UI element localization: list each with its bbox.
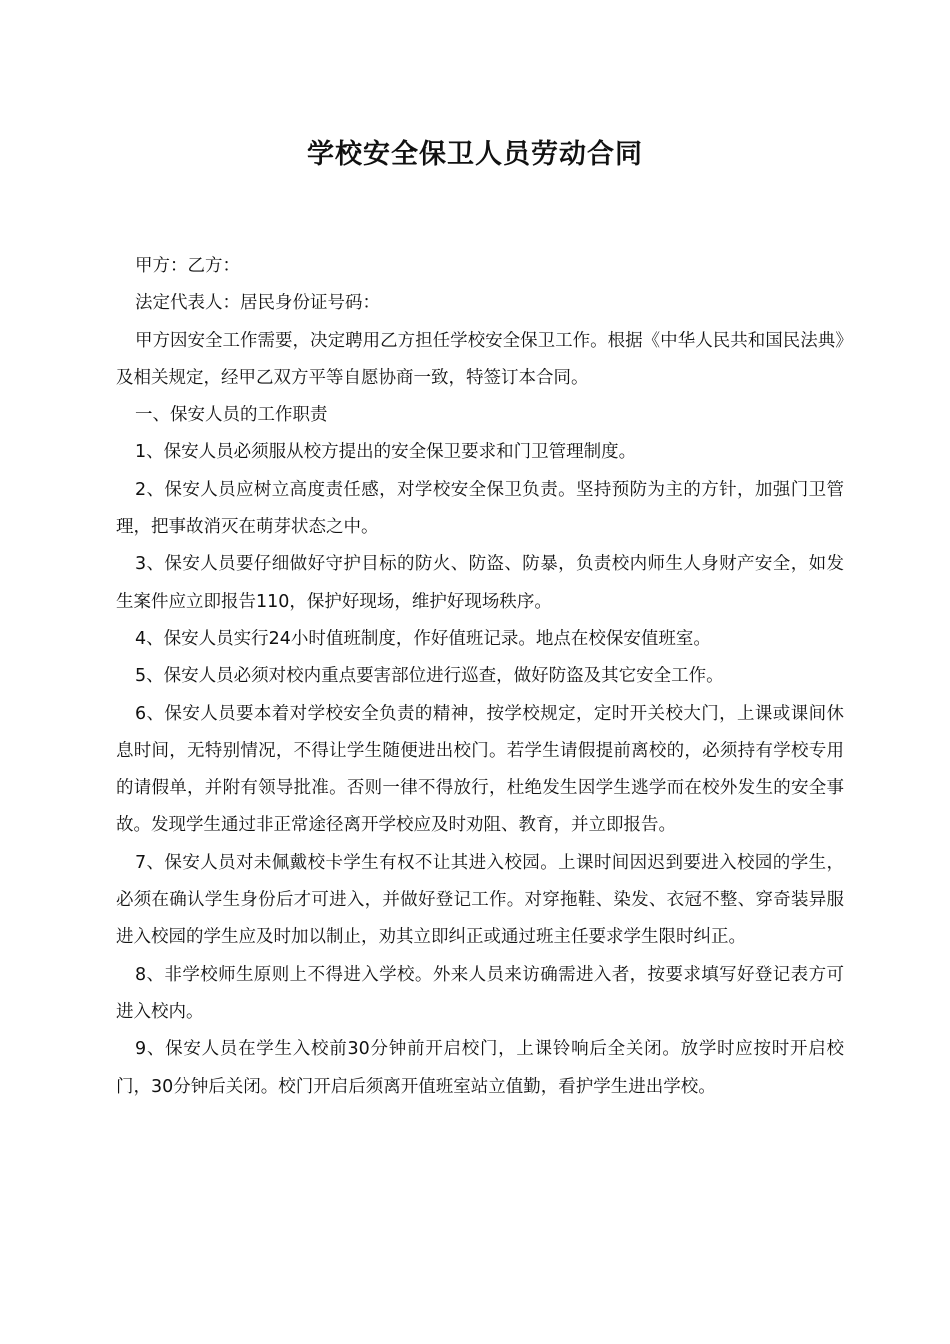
- clause-9: 9、保安人员在学生入校前30分钟前开启校门，上课铃响后全关闭。放学时应按时开启校门，30分钟后关闭。校门开启后须离开值班室站立值勤，看护学生进出学校。: [116, 1039, 844, 1097]
- clause-7: 7、保安人员对未佩戴校卡学生有权不让其进入校园。上课时间因迟到要进入校园的学生，必须在确认学生身份后才可进入，并做好登记工作。对穿拖鞋、染发、衣冠不整、穿奇装异服进入校园的学生应及时加以制止，劝其立即纠正或通过班主任要求学生限时纠正。: [116, 852, 844, 948]
- document-title: 学校安全保卫人员劳动合同: [307, 139, 643, 170]
- section-heading-duties: 一、保安人员的工作职责: [135, 405, 328, 426]
- clause-8: 8、非学校师生原则上不得进入学校。外来人员来访确需进入者，按要求填写好登记表方可进入校内。: [116, 964, 844, 1022]
- clause-5: 5、保安人员必须对校内重点要害部位进行巡查，做好防盗及其它安全工作。: [135, 666, 724, 687]
- clause-1: 1、保安人员必须服从校方提出的安全保卫要求和门卫管理制度。: [135, 442, 637, 463]
- clause-3: 3、保安人员要仔细做好守护目标的防火、防盗、防暴，负责校内师生人身财产安全，如发生案件应立即报告110，保护好现场，维护好现场秩序。: [116, 554, 844, 612]
- party-line: 甲方：乙方：: [135, 256, 240, 276]
- representative-line: 法定代表人：居民身份证号码：: [135, 293, 380, 314]
- clause-6: 6、保安人员要本着对学校安全负责的精神，按学校规定，定时开关校大门，上课或课间休息时间，无特别情况，不得让学生随便进出校门。若学生请假提前离校的，必须持有学校专用的请假单，并附有领导批准。否则一律不得放行，杜绝发生因学生逃学而在校外发生的安全事故。发现学生通过非正常途径离开学校应及时劝阻、教育，并立即报告。: [116, 703, 844, 836]
- clause-4: 4、保安人员实行24小时值班制度，作好值班记录。地点在校保安值班室。: [135, 628, 711, 649]
- clause-2: 2、保安人员应树立高度责任感，对学校安全保卫负责。坚持预防为主的方针，加强门卫管理，把事故消灭在萌芽状态之中。: [116, 479, 844, 538]
- document-body: [116, 248, 844, 1106]
- preamble-paragraph: 甲方因安全工作需要，决定聘用乙方担任学校安全保卫工作。根据《中华人民共和国民法典》及相关规定，经甲乙双方平等自愿协商一致，特签订本合同。: [116, 330, 844, 388]
